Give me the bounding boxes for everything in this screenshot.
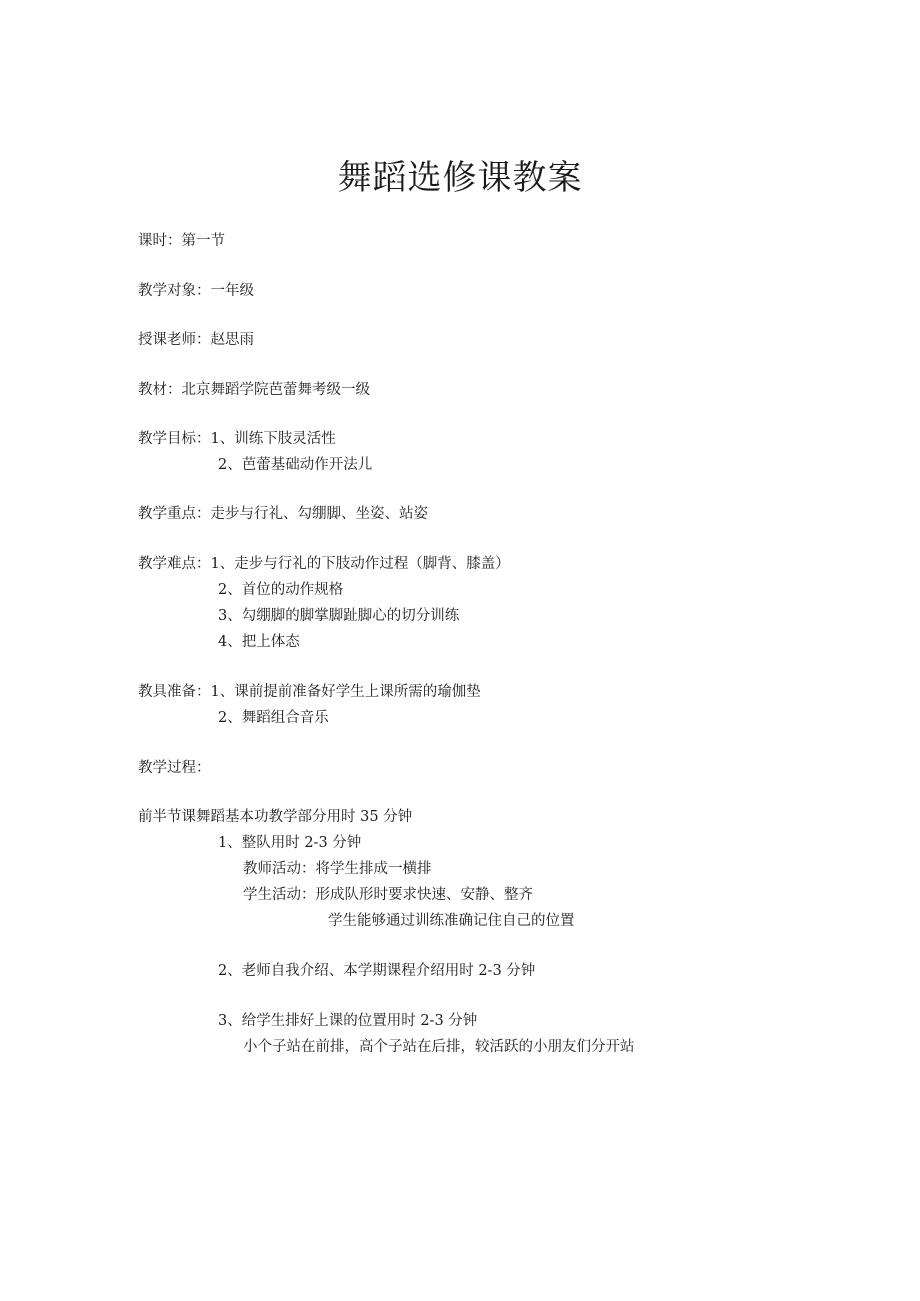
- process-label: 教学过程：: [138, 760, 211, 776]
- key-points-line: 教学重点：走步与行礼、勾绷脚、坐姿、站姿: [138, 506, 428, 522]
- step3-note-line: 小个子站在前排，高个子站在后排，较活跃的小朋友们分开站: [243, 1039, 635, 1055]
- difficulties-line: 教学难点：1、走步与行礼的下肢动作过程（脚背、膝盖）: [138, 556, 510, 572]
- document-title: 舞蹈选修课教案: [337, 158, 583, 198]
- goals-line: 教学目标：1、训练下肢灵活性: [138, 431, 336, 447]
- difficulties-line: 4、把上体态: [218, 634, 300, 650]
- teacher-line: 授课老师：赵思雨: [138, 332, 254, 348]
- step1-teacher-line: 教师活动：将学生排成一横排: [243, 861, 432, 877]
- step2-line: 2、老师自我介绍、本学期课程介绍用时 2-3 分钟: [218, 963, 536, 979]
- materials-line: 教具准备：1、课前提前准备好学生上课所需的瑜伽垫: [138, 684, 481, 700]
- step1-student-line-2: 学生能够通过训练准确记住自己的位置: [328, 913, 575, 929]
- first-half-line: 前半节课舞蹈基本功教学部分用时 35 分钟: [138, 809, 413, 825]
- difficulties-line: 3、勾绷脚的脚掌脚趾脚心的切分训练: [218, 608, 460, 624]
- textbook-line: 教材：北京舞蹈学院芭蕾舞考级一级: [138, 382, 370, 398]
- step1-student-line: 学生活动：形成队形时要求快速、安静、整齐: [243, 887, 533, 903]
- step3-line: 3、给学生排好上课的位置用时 2-3 分钟: [218, 1013, 478, 1029]
- step1-line: 1、整队用时 2-3 分钟: [218, 835, 362, 851]
- materials-line: 2、舞蹈组合音乐: [218, 710, 329, 726]
- goals-line: 2、芭蕾基础动作开法儿: [218, 457, 373, 473]
- period-line: 课时：第一节: [138, 233, 225, 249]
- audience-line: 教学对象：一年级: [138, 283, 254, 299]
- difficulties-line: 2、首位的动作规格: [218, 582, 344, 598]
